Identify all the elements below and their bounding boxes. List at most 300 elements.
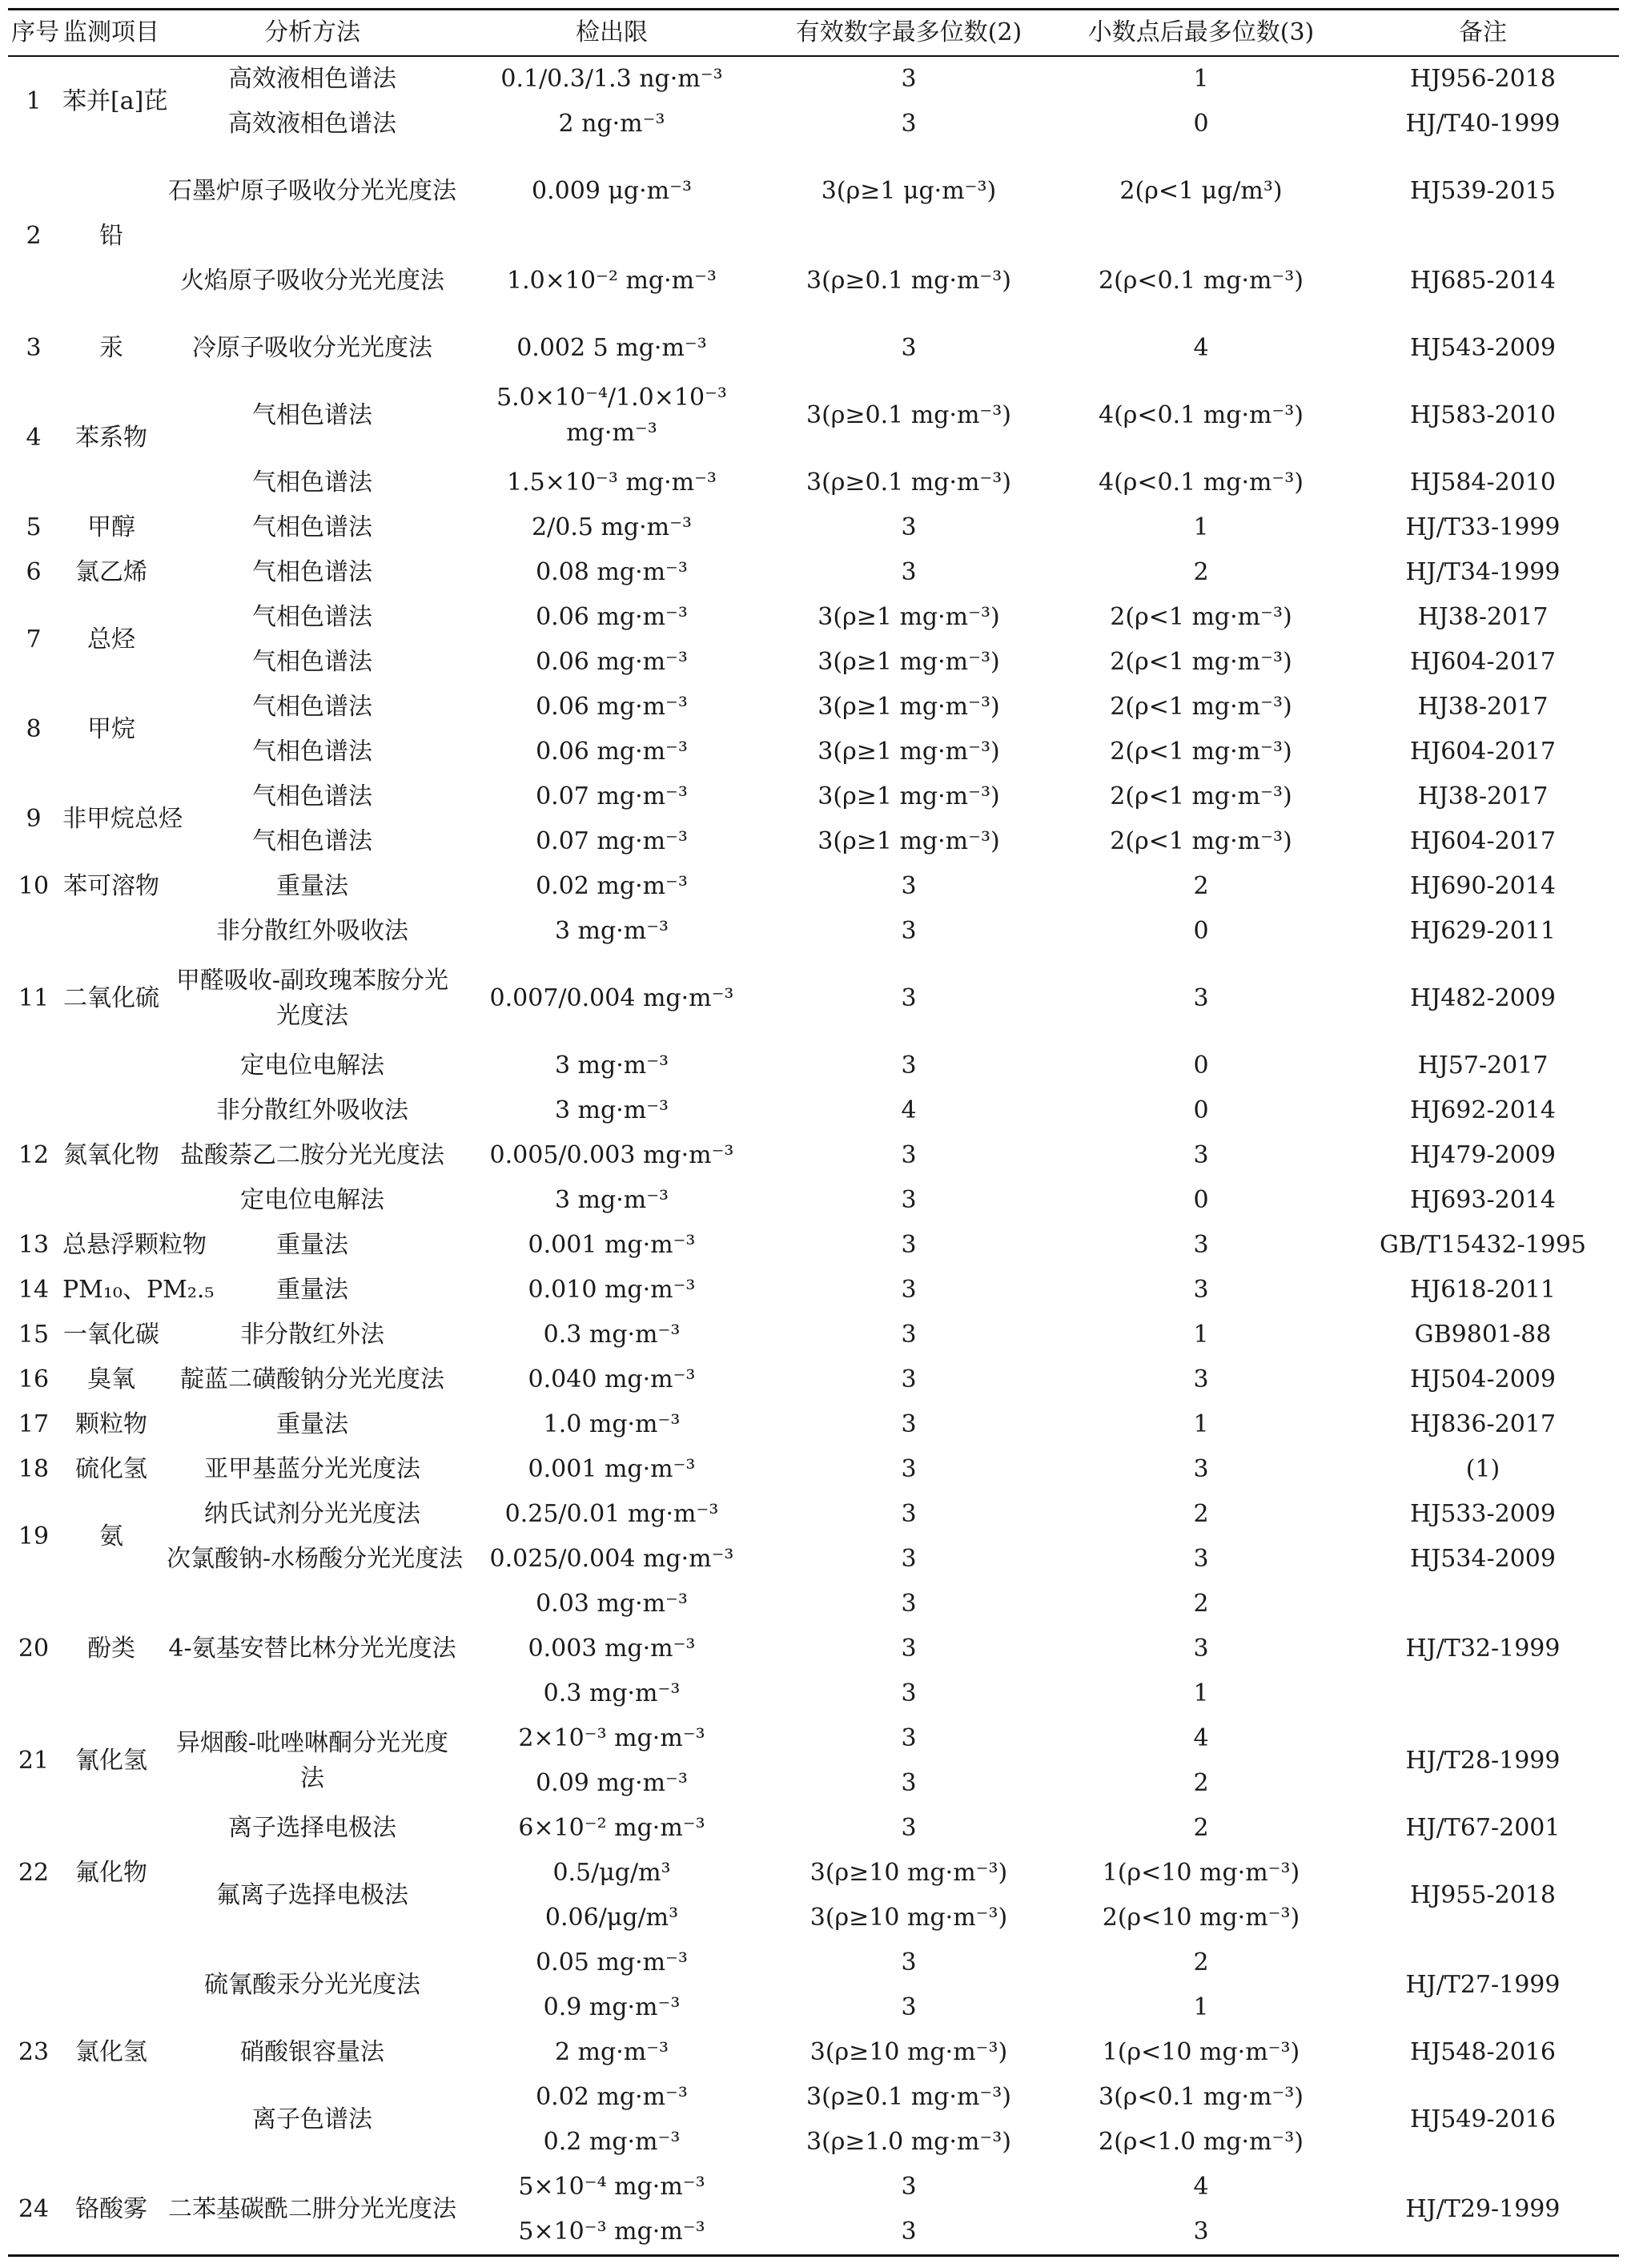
detection-limit: 3 mg·m⁻³	[554, 917, 669, 945]
detection-limit: 0.06/μg/m³	[544, 1904, 679, 1932]
row-number: 1	[26, 87, 42, 115]
significant-digits: 3	[901, 1410, 917, 1438]
significant-digits: 3(ρ≥1.0 mg·m⁻³)	[805, 2128, 1011, 2156]
row-number: 11	[18, 984, 50, 1012]
significant-digits: 3	[901, 1500, 917, 1528]
detection-limit: 0.06 mg·m⁻³	[536, 648, 688, 676]
standards-table-sheet	[8, 8, 1619, 2257]
significant-digits: 3	[901, 1814, 917, 1842]
decimal-places: 4	[1193, 1724, 1209, 1752]
decimal-places: 2	[1193, 1590, 1209, 1618]
significant-digits: 4	[901, 1096, 917, 1124]
decimal-places: 3	[1193, 1231, 1209, 1259]
detection-limit: 0.3 mg·m⁻³	[543, 1679, 681, 1707]
standard-remark: HJ/T27-1999	[1405, 1971, 1561, 1999]
standard-remark: HJ604-2017	[1410, 738, 1556, 766]
table-row	[8, 2075, 1619, 2120]
decimal-places: 4	[1193, 2173, 1209, 2201]
analysis-method: 4-氨基安替比林分光光度法	[168, 1635, 456, 1663]
row-number: 5	[26, 513, 42, 541]
monitoring-item: 苯并[a]芘	[62, 87, 168, 115]
standard-remark: HJ956-2018	[1410, 65, 1556, 93]
detection-limit: 1.0 mg·m⁻³	[543, 1410, 681, 1438]
significant-digits: 3	[901, 1635, 917, 1663]
standard-remark: HJ539-2015	[1410, 177, 1556, 205]
significant-digits: 3(ρ≥0.1 mg·m⁻³)	[805, 401, 1011, 429]
row-number: 17	[18, 1410, 50, 1438]
decimal-places: 2	[1193, 1948, 1209, 1976]
standard-remark: HJ/T40-1999	[1405, 110, 1561, 138]
detection-limit: 0.003 mg·m⁻³	[528, 1635, 696, 1663]
standard-remark: GB9801-88	[1414, 1321, 1552, 1349]
decimal-places: 2(ρ<10 mg·m⁻³)	[1102, 1904, 1300, 1932]
monitoring-methods-table	[8, 8, 1619, 2257]
header-item: 监测项目	[63, 18, 159, 46]
header-remark: 备注	[1459, 18, 1507, 46]
table-row	[8, 371, 1619, 460]
significant-digits: 3	[901, 1231, 917, 1259]
standard-remark: HJ38-2017	[1417, 782, 1549, 810]
table-row	[8, 1313, 1619, 1357]
analysis-method: 硝酸银容量法	[240, 2038, 384, 2066]
significant-digits: 3(ρ≥0.1 mg·m⁻³)	[805, 267, 1011, 295]
significant-digits: 3	[901, 984, 917, 1012]
analysis-method: 亚甲基蓝分光光度法	[204, 1455, 420, 1483]
standard-remark: HJ/T67-2001	[1405, 1814, 1561, 1842]
detection-limit: 0.010 mg·m⁻³	[528, 1276, 696, 1304]
detection-limit: 0.05 mg·m⁻³	[536, 1948, 688, 1976]
row-number: 2	[26, 222, 42, 250]
table-row	[8, 685, 1619, 730]
table-row	[8, 1357, 1619, 1402]
detection-limit: 0.001 mg·m⁻³	[528, 1231, 696, 1259]
decimal-places: 0	[1193, 110, 1209, 138]
table-row	[8, 954, 1619, 1044]
decimal-places: 3	[1193, 2218, 1209, 2246]
detection-limit: 0.002 5 mg·m⁻³	[516, 334, 707, 362]
analysis-method: 非分散红外吸收法	[216, 1096, 408, 1124]
row-number: 21	[18, 1747, 50, 1775]
standard-remark: HJ692-2014	[1410, 1096, 1556, 1124]
table-row	[8, 2030, 1619, 2075]
standard-remark: HJ482-2009	[1410, 984, 1556, 1012]
analysis-method: 石墨炉原子吸收分光光度法	[168, 177, 456, 205]
decimal-places: 0	[1193, 1052, 1209, 1080]
significant-digits: 3	[901, 1321, 917, 1349]
standard-remark: HJ604-2017	[1410, 827, 1556, 855]
row-number: 9	[26, 805, 42, 833]
decimal-places: 1(ρ<10 mg·m⁻³)	[1102, 1859, 1300, 1887]
table-row	[8, 1851, 1619, 1896]
header-no: 序号	[11, 18, 59, 46]
detection-limit: 0.001 mg·m⁻³	[528, 1455, 696, 1483]
significant-digits: 3(ρ≥10 mg·m⁻³)	[809, 1859, 1008, 1887]
detection-limit: 2/0.5 mg·m⁻³	[532, 513, 692, 541]
table-row	[8, 730, 1619, 774]
header-row	[8, 10, 1619, 57]
decimal-places: 3	[1193, 1365, 1209, 1393]
table-row	[8, 102, 1619, 147]
monitoring-item: 甲烷	[87, 715, 135, 743]
analysis-method: 盐酸萘乙二胺分光光度法	[180, 1141, 444, 1169]
table-row	[8, 1044, 1619, 1088]
row-number: 20	[18, 1635, 50, 1663]
table-row	[8, 1537, 1619, 1582]
detection-limit: 0.02 mg·m⁻³	[536, 872, 688, 900]
detection-limit: 2 ng·m⁻³	[558, 110, 665, 138]
decimal-places: 3(ρ<0.1 mg·m⁻³)	[1098, 2083, 1304, 2111]
detection-limit: 0.9 mg·m⁻³	[543, 1993, 681, 2021]
detection-limit: 0.25/0.01 mg·m⁻³	[504, 1500, 719, 1528]
significant-digits: 3	[901, 65, 917, 93]
detection-limit: 0.1/0.3/1.3 ng·m⁻³	[500, 65, 723, 93]
decimal-places: 2(ρ<1 mg·m⁻³)	[1110, 782, 1292, 810]
significant-digits: 3	[901, 1276, 917, 1304]
significant-digits: 3(ρ≥1 mg·m⁻³)	[818, 827, 1000, 855]
standard-remark: HJ/T29-1999	[1405, 2195, 1561, 2223]
significant-digits: 3	[901, 1455, 917, 1483]
significant-digits: 3	[901, 334, 917, 362]
row-number: 15	[18, 1321, 50, 1349]
analysis-method: 气相色谱法	[252, 827, 372, 855]
detection-limit: 0.07 mg·m⁻³	[536, 827, 688, 855]
monitoring-item: 铬酸雾	[75, 2195, 147, 2223]
row-number: 12	[18, 1141, 50, 1169]
analysis-method: 甲醛吸收-副玫瑰苯胺分光光度法	[175, 967, 449, 1030]
standard-remark: HJ533-2009	[1410, 1500, 1556, 1528]
standard-remark: HJ955-2018	[1410, 1881, 1556, 1909]
row-number: 13	[18, 1231, 50, 1259]
standard-remark: GB/T15432-1995	[1379, 1231, 1587, 1259]
significant-digits: 3	[901, 1993, 917, 2021]
table-row	[8, 2165, 1619, 2210]
standard-remark: HJ604-2017	[1410, 648, 1556, 676]
standard-remark: HJ534-2009	[1410, 1545, 1556, 1573]
standard-remark: HJ38-2017	[1417, 693, 1549, 721]
standard-remark: HJ/T34-1999	[1405, 558, 1561, 586]
table-row	[8, 1178, 1619, 1223]
decimal-places: 2	[1193, 872, 1209, 900]
table-row	[8, 1447, 1619, 1492]
analysis-method: 气相色谱法	[252, 603, 372, 631]
row-number: 18	[18, 1455, 50, 1483]
table-row	[8, 1582, 1619, 1627]
table-row	[8, 1223, 1619, 1268]
table-row	[8, 326, 1619, 371]
decimal-places: 1	[1193, 1321, 1209, 1349]
significant-digits: 3	[901, 1545, 917, 1573]
detection-limit: 1.0×10⁻² mg·m⁻³	[507, 267, 717, 295]
decimal-places: 0	[1193, 1186, 1209, 1214]
row-number: 8	[26, 715, 42, 743]
analysis-method: 气相色谱法	[252, 738, 372, 766]
analysis-method: 气相色谱法	[252, 401, 372, 429]
decimal-places: 2	[1193, 1769, 1209, 1797]
decimal-places: 1	[1193, 513, 1209, 541]
monitoring-item: 氟化物	[75, 1859, 147, 1887]
monitoring-item: 汞	[99, 334, 123, 362]
decimal-places: 2(ρ<1 mg·m⁻³)	[1110, 827, 1292, 855]
significant-digits: 3	[901, 1948, 917, 1976]
table-row	[8, 1088, 1619, 1133]
significant-digits: 3	[901, 1724, 917, 1752]
analysis-method: 气相色谱法	[252, 558, 372, 586]
analysis-method: 冷原子吸收分光光度法	[192, 334, 432, 362]
table-row	[8, 147, 1619, 236]
standard-remark: HJ836-2017	[1410, 1410, 1556, 1438]
analysis-method: 硫氰酸汞分光光度法	[204, 1971, 420, 1999]
analysis-method: 气相色谱法	[252, 648, 372, 676]
significant-digits: 3	[901, 1679, 917, 1707]
decimal-places: 3	[1193, 1545, 1209, 1573]
table-row	[8, 236, 1619, 326]
significant-digits: 3(ρ≥1 mg·m⁻³)	[818, 648, 1000, 676]
detection-limit: 5.0×10⁻⁴/1.0×10⁻³ mg·m⁻³	[496, 384, 727, 447]
significant-digits: 3	[901, 2173, 917, 2201]
row-number: 24	[18, 2195, 50, 2223]
standard-remark: HJ549-2016	[1410, 2105, 1556, 2133]
analysis-method: 非分散红外法	[240, 1321, 384, 1349]
standard-remark: HJ584-2010	[1410, 468, 1556, 497]
detection-limit: 0.06 mg·m⁻³	[536, 693, 688, 721]
row-number: 6	[26, 558, 42, 586]
decimal-places: 1	[1193, 65, 1209, 93]
detection-limit: 3 mg·m⁻³	[554, 1186, 669, 1214]
detection-limit: 3 mg·m⁻³	[554, 1052, 669, 1080]
detection-limit: 0.06 mg·m⁻³	[536, 738, 688, 766]
row-number: 14	[18, 1276, 50, 1304]
decimal-places: 4(ρ<0.1 mg·m⁻³)	[1098, 468, 1304, 497]
monitoring-item: PM₁₀、PM₂.₅	[62, 1276, 215, 1304]
decimal-places: 2(ρ<1 mg·m⁻³)	[1110, 693, 1292, 721]
detection-limit: 0.5/μg/m³	[552, 1859, 671, 1887]
table-row	[8, 1268, 1619, 1313]
detection-limit: 0.08 mg·m⁻³	[536, 558, 688, 586]
table-row	[8, 1716, 1619, 1761]
decimal-places: 1	[1193, 1679, 1209, 1707]
significant-digits: 3	[901, 110, 917, 138]
significant-digits: 3(ρ≥10 mg·m⁻³)	[809, 2038, 1008, 2066]
row-number: 19	[18, 1522, 50, 1550]
analysis-method: 高效液相色谱法	[228, 65, 396, 93]
decimal-places: 4(ρ<0.1 mg·m⁻³)	[1098, 401, 1304, 429]
monitoring-item: 氮氧化物	[63, 1141, 159, 1169]
significant-digits: 3	[901, 1141, 917, 1169]
table-row	[8, 1133, 1619, 1178]
detection-limit: 1.5×10⁻³ mg·m⁻³	[507, 468, 717, 497]
detection-limit: 0.03 mg·m⁻³	[536, 1590, 688, 1618]
decimal-places: 1	[1193, 1993, 1209, 2021]
significant-digits: 3	[901, 917, 917, 945]
analysis-method: 高效液相色谱法	[228, 110, 396, 138]
significant-digits: 3	[901, 1590, 917, 1618]
table-row	[8, 1402, 1619, 1447]
significant-digits: 3	[901, 1186, 917, 1214]
row-number: 23	[18, 2038, 50, 2066]
significant-digits: 3	[901, 558, 917, 586]
significant-digits: 3(ρ≥1 mg·m⁻³)	[818, 738, 1000, 766]
monitoring-item: 总烃	[87, 625, 135, 653]
detection-limit: 5×10⁻⁴ mg·m⁻³	[518, 2173, 705, 2201]
standard-remark: HJ543-2009	[1410, 334, 1556, 362]
significant-digits: 3	[901, 1052, 917, 1080]
analysis-method: 异烟酸-吡唑啉酮分光光度法	[175, 1729, 449, 1792]
standard-remark: HJ629-2011	[1410, 917, 1556, 945]
analysis-method: 靛蓝二磺酸钠分光光度法	[180, 1365, 444, 1393]
table-row	[8, 909, 1619, 954]
table-row	[8, 595, 1619, 640]
row-number: 7	[26, 625, 42, 653]
monitoring-item: 苯系物	[75, 424, 147, 452]
analysis-method: 气相色谱法	[252, 468, 372, 497]
header-method: 分析方法	[264, 18, 360, 46]
table-row	[8, 864, 1619, 909]
analysis-method: 重量法	[276, 1276, 348, 1304]
row-number: 3	[26, 334, 42, 362]
significant-digits: 3(ρ≥1 mg·m⁻³)	[818, 603, 1000, 631]
decimal-places: 0	[1193, 1096, 1209, 1124]
monitoring-item: 苯可溶物	[63, 872, 159, 900]
decimal-places: 3	[1193, 984, 1209, 1012]
table-row	[8, 550, 1619, 595]
detection-limit: 0.02 mg·m⁻³	[536, 2083, 688, 2111]
standard-remark: HJ583-2010	[1410, 401, 1556, 429]
analysis-method: 离子选择电极法	[228, 1814, 396, 1842]
analysis-method: 离子色谱法	[252, 2105, 372, 2133]
decimal-places: 3	[1193, 1455, 1209, 1483]
monitoring-item: 总悬浮颗粒物	[62, 1231, 207, 1259]
decimal-places: 2	[1193, 1500, 1209, 1528]
detection-limit: 0.005/0.003 mg·m⁻³	[489, 1141, 734, 1169]
decimal-places: 2(ρ<0.1 mg·m⁻³)	[1098, 267, 1304, 295]
analysis-method: 次氯酸钠-水杨酸分光光度法	[167, 1545, 464, 1573]
detection-limit: 2×10⁻³ mg·m⁻³	[518, 1724, 705, 1752]
standard-remark: HJ685-2014	[1410, 267, 1556, 295]
analysis-method: 重量法	[276, 1410, 348, 1438]
decimal-places: 2(ρ<1 mg·m⁻³)	[1110, 648, 1292, 676]
standard-remark: HJ/T28-1999	[1405, 1747, 1561, 1775]
analysis-method: 定电位电解法	[240, 1186, 384, 1214]
standard-remark: HJ690-2014	[1410, 872, 1556, 900]
standard-remark: (1)	[1465, 1455, 1500, 1483]
detection-limit: 0.09 mg·m⁻³	[536, 1769, 688, 1797]
detection-limit: 0.040 mg·m⁻³	[528, 1365, 696, 1393]
detection-limit: 6×10⁻² mg·m⁻³	[518, 1814, 705, 1842]
detection-limit: 0.3 mg·m⁻³	[543, 1321, 681, 1349]
decimal-places: 4	[1193, 334, 1209, 362]
row-number: 4	[26, 424, 42, 452]
standard-remark: HJ38-2017	[1417, 603, 1549, 631]
decimal-places: 2	[1193, 558, 1209, 586]
analysis-method: 气相色谱法	[252, 782, 372, 810]
decimal-places: 1	[1193, 1410, 1209, 1438]
decimal-places: 3	[1193, 1141, 1209, 1169]
table-row	[8, 56, 1619, 102]
table-row	[8, 460, 1619, 505]
decimal-places: 2(ρ<1.0 mg·m⁻³)	[1098, 2128, 1304, 2156]
monitoring-item: 氯化氢	[75, 2038, 147, 2066]
monitoring-item: 氰化氢	[75, 1747, 147, 1775]
standard-remark: HJ504-2009	[1410, 1365, 1556, 1393]
header-decimal-places: 小数点后最多位数(3)	[1087, 18, 1315, 46]
decimal-places: 3	[1193, 1276, 1209, 1304]
standard-remark: HJ548-2016	[1410, 2038, 1556, 2066]
decimal-places: 1(ρ<10 mg·m⁻³)	[1102, 2038, 1300, 2066]
header-significant-digits: 有效数字最多位数(2)	[795, 18, 1022, 46]
analysis-method: 火焰原子吸收分光光度法	[180, 267, 444, 295]
standard-remark: HJ57-2017	[1417, 1052, 1549, 1080]
standard-remark: HJ/T33-1999	[1405, 513, 1561, 541]
analysis-method: 重量法	[276, 1231, 348, 1259]
monitoring-item: 非甲烷总烃	[62, 805, 183, 833]
detection-limit: 2 mg·m⁻³	[554, 2038, 669, 2066]
table-row	[8, 1492, 1619, 1537]
decimal-places: 3	[1193, 1635, 1209, 1663]
table-row	[8, 1806, 1619, 1851]
table-row	[8, 774, 1619, 819]
detection-limit: 3 mg·m⁻³	[554, 1096, 669, 1124]
standard-remark: HJ/T32-1999	[1405, 1635, 1561, 1663]
analysis-method: 非分散红外吸收法	[216, 917, 408, 945]
decimal-places: 2	[1193, 1814, 1209, 1842]
significant-digits: 3(ρ≥1 μg·m⁻³)	[821, 177, 997, 205]
decimal-places: 0	[1193, 917, 1209, 945]
detection-limit: 0.007/0.004 mg·m⁻³	[489, 984, 734, 1012]
detection-limit: 5×10⁻³ mg·m⁻³	[518, 2218, 705, 2246]
decimal-places: 2(ρ<1 μg/m³)	[1119, 177, 1283, 205]
significant-digits: 3	[901, 1769, 917, 1797]
detection-limit: 0.2 mg·m⁻³	[543, 2128, 681, 2156]
standard-remark: HJ693-2014	[1410, 1186, 1556, 1214]
monitoring-item: 二氧化硫	[63, 984, 159, 1012]
analysis-method: 气相色谱法	[252, 513, 372, 541]
table-row	[8, 505, 1619, 550]
detection-limit: 0.07 mg·m⁻³	[536, 782, 688, 810]
monitoring-item: 臭氧	[87, 1365, 135, 1393]
header-detection-limit: 检出限	[576, 18, 648, 46]
analysis-method: 重量法	[276, 872, 348, 900]
analysis-method: 气相色谱法	[252, 693, 372, 721]
standard-remark: HJ479-2009	[1410, 1141, 1556, 1169]
analysis-method: 氟离子选择电极法	[216, 1881, 408, 1909]
row-number: 22	[18, 1859, 50, 1887]
analysis-method: 定电位电解法	[240, 1052, 384, 1080]
decimal-places: 2(ρ<1 mg·m⁻³)	[1110, 738, 1292, 766]
significant-digits: 3(ρ≥0.1 mg·m⁻³)	[805, 2083, 1011, 2111]
monitoring-item: 氯乙烯	[75, 558, 147, 586]
significant-digits: 3	[901, 2218, 917, 2246]
row-number: 10	[18, 872, 50, 900]
significant-digits: 3	[901, 872, 917, 900]
analysis-method: 二苯基碳酰二肼分光光度法	[168, 2195, 456, 2223]
standard-remark: HJ618-2011	[1410, 1276, 1556, 1304]
monitoring-item: 颗粒物	[75, 1410, 147, 1438]
significant-digits: 3	[901, 1365, 917, 1393]
significant-digits: 3(ρ≥10 mg·m⁻³)	[809, 1904, 1008, 1932]
significant-digits: 3(ρ≥1 mg·m⁻³)	[818, 693, 1000, 721]
monitoring-item: 硫化氢	[75, 1455, 147, 1483]
decimal-places: 2(ρ<1 mg·m⁻³)	[1110, 603, 1292, 631]
significant-digits: 3	[901, 513, 917, 541]
table-row	[8, 1940, 1619, 1985]
monitoring-item: 氨	[99, 1522, 123, 1550]
table-row	[8, 819, 1619, 864]
significant-digits: 3(ρ≥0.1 mg·m⁻³)	[805, 468, 1011, 497]
detection-limit: 0.025/0.004 mg·m⁻³	[489, 1545, 734, 1573]
analysis-method: 纳氏试剂分光光度法	[204, 1500, 420, 1528]
detection-limit: 0.009 μg·m⁻³	[532, 177, 692, 205]
significant-digits: 3(ρ≥1 mg·m⁻³)	[818, 782, 1000, 810]
